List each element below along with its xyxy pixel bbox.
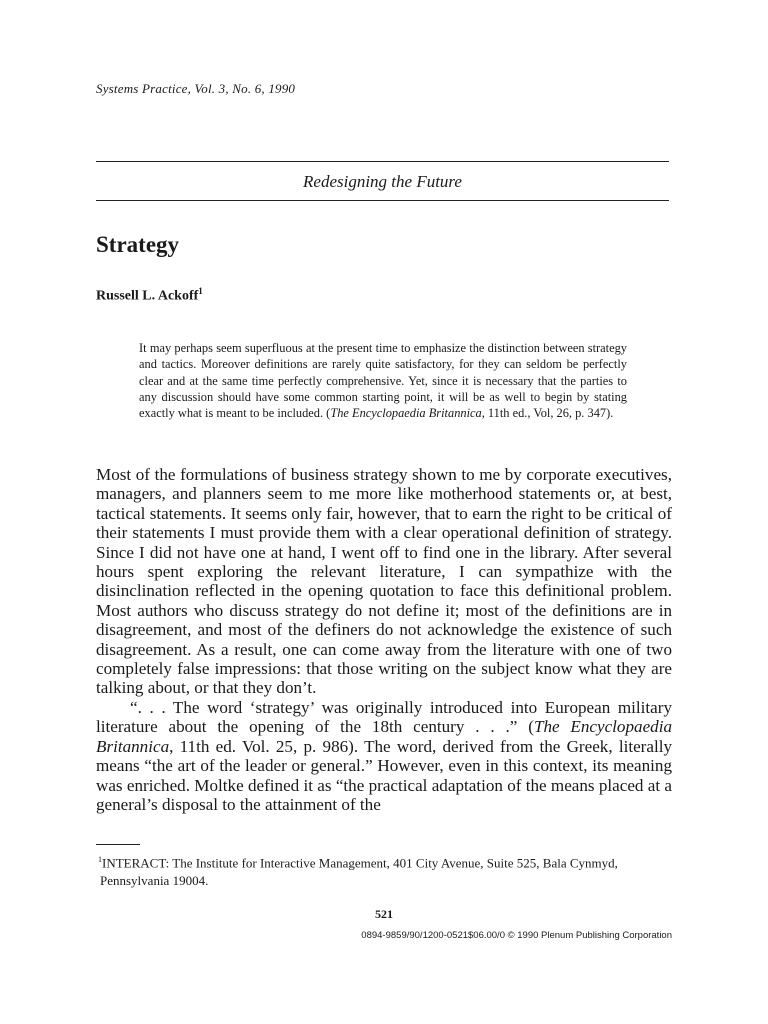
header-rule-bottom xyxy=(96,200,669,201)
epigraph-text: It may perhaps seem superfluous at the present time to emphasize the distinction between strategy and tactics. Moreover definitions are rarely quite satisfactory, for they can seldom be perfectly clear and at the same time perfectly comprehensive. Yet, since it is necessary that the parties to any discussion should have some common starting point, it will be as well to begin by stating exactly what is meant to be included. ( xyxy=(139,341,627,421)
epigraph xyxy=(139,340,627,421)
paragraph-2-continuation: , 11th ed. Vol. 25, p. 986). The word, derived from the Greek, literally means “the art of the leader or general.” However, even in this context, its meaning was enriched. Moltke defined it as “the practical adaptation of the means placed at a general’s disposal to the attainment of the xyxy=(96,736,672,814)
section-heading: Redesigning the Future xyxy=(303,172,462,191)
footnote-text: INTERACT: The Institute for Interactive Management, 401 City Avenue, Suite 525, Bala Cynmyd, Pennsylvania 19004. xyxy=(100,855,618,889)
journal-citation: Systems Practice, Vol. 3, No. 6, 1990 xyxy=(96,81,296,96)
paragraph-2-source-title: The Encyclopaedia Britannica xyxy=(96,717,673,756)
body-text xyxy=(96,465,672,814)
page-number: 521 xyxy=(375,907,393,921)
author-name: Russell L. Ackoff xyxy=(96,288,199,304)
copyright-line: 0894-9859/90/1200-0521$06.00/0 © 1990 Plenum Publishing Corporation xyxy=(361,930,672,941)
paragraph-2 xyxy=(96,698,672,814)
footnote xyxy=(96,851,672,890)
author-footnote-marker: 1 xyxy=(198,286,203,296)
author-line xyxy=(96,286,203,305)
paragraph-2-quote: “. . . The word ‘strategy’ was originally introduced into European military literature about the opening of the 18th century . . .” ( xyxy=(96,697,672,737)
epigraph-source-title: The Encyclopaedia Britannica xyxy=(330,406,482,421)
header-rule-top xyxy=(96,161,669,162)
footnote-marker: 1 xyxy=(98,855,102,864)
paragraph-1: Most of the formulations of business strategy shown to me by corporate executives, managers, and planners seem to me more like motherhood statements or, at best, tactical statements. It seems only fair, however, that to earn the right to be critical of their statements I must provide them with a clear operational definition of strategy. Since I did not have one at hand, I went off to find one in the library. After several hours spent exploring the relevant literature, I can sympathize with the disinclination reflected in the opening quotation to face this definitional problem. Most authors who discuss strategy do not define it; most of the definitions are in disagreement, and most of the definers do not acknowledge the existence of such disagreement. As a result, one can come away from the literature with one of two completely false impressions: that those writing on the subject know what they are talking about, or that they don’t. xyxy=(96,465,672,698)
epigraph-source-details: , 11th ed., Vol, 26, p. 347). xyxy=(481,406,614,421)
footnote-rule xyxy=(96,844,140,845)
article-title: Strategy xyxy=(96,232,180,257)
